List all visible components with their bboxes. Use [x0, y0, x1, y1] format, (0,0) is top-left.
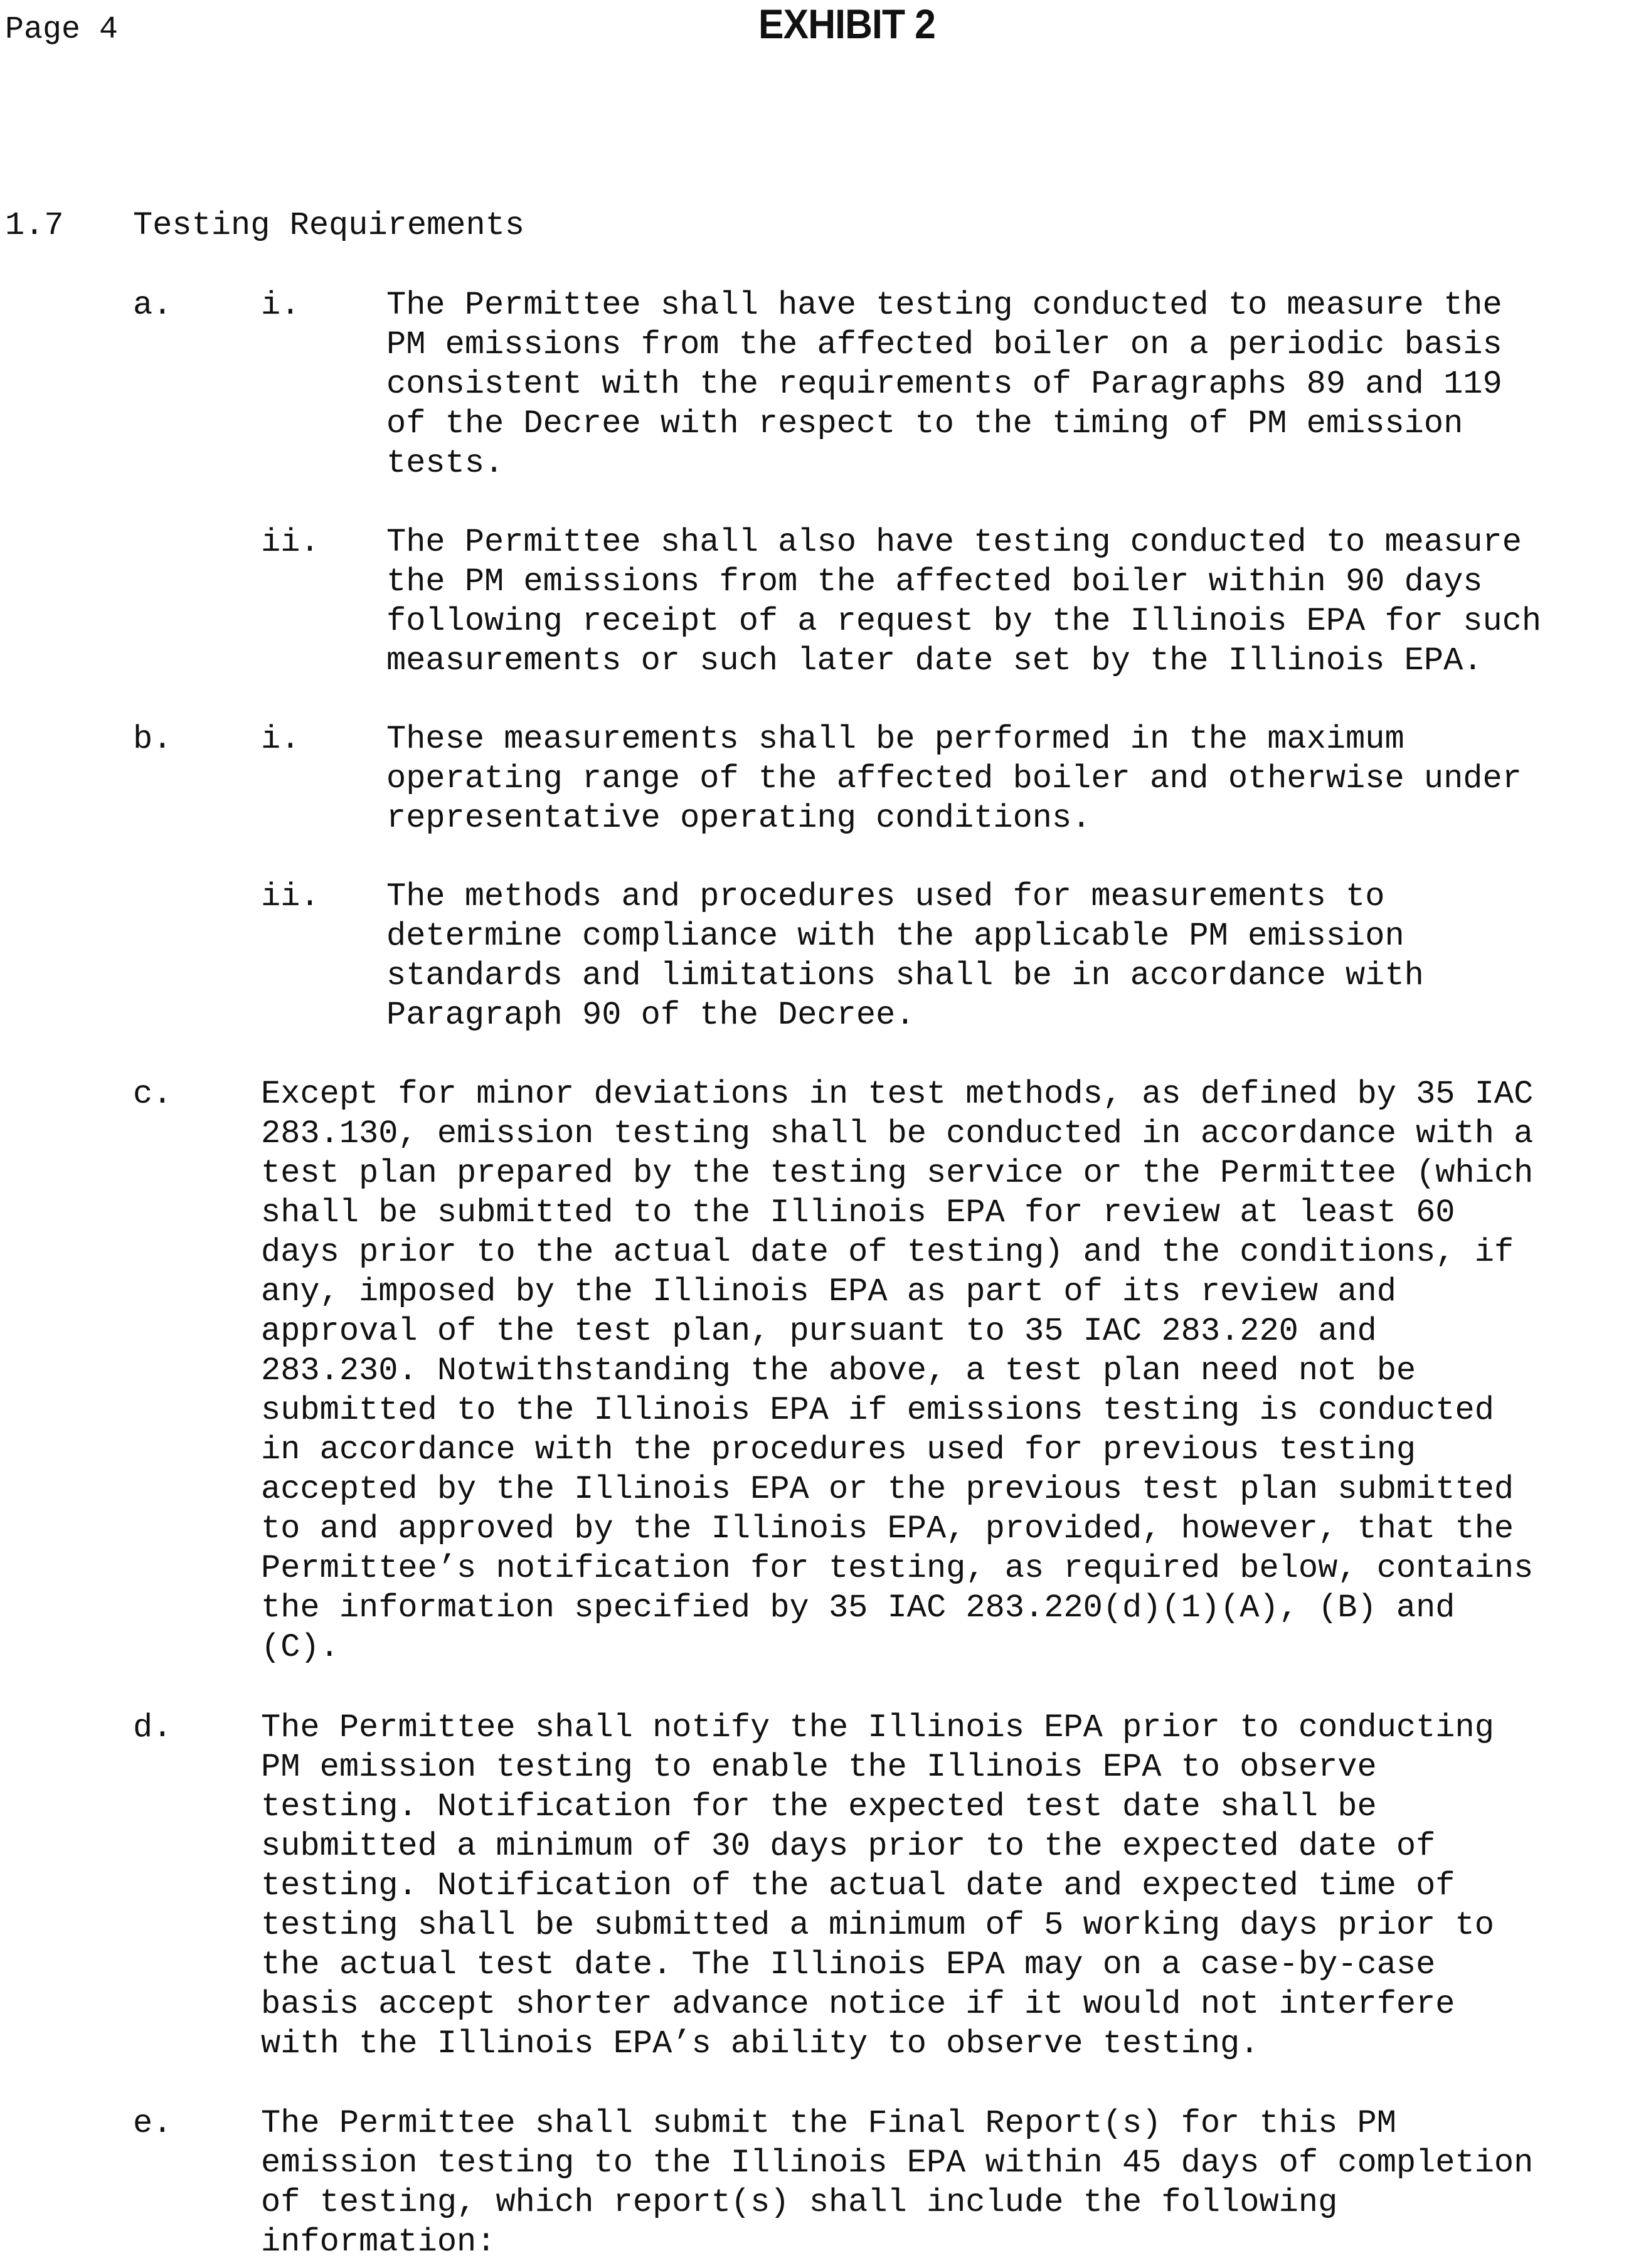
- exhibit-heading: EXHIBIT 2: [758, 1, 935, 47]
- item-c-text: Except for minor deviations in test methods, as defined by 35 IAC 283.130, emission testing shall be conducted in accordance with a test plan prepared by the testing service or the Permittee (which shall be submitted to the Illinois EPA for review at least 60 days prior to the actual date of testing) and the conditions, if any, imposed by the Illinois EPA as part of its review and approval of the test plan, pursuant to 35 IAC 283.220 and 283.230. Notwithstanding the above, a test plan need not be submitted to the Illinois EPA if emissions testing is conducted in accordance with the procedures used for previous testing accepted by the Illinois EPA or the previous test plan submitted to and approved by the Illinois EPA, provided, however, that the Permittee’s notification for testing, as required below, contains the information specified by 35 IAC 283.220(d)(1)(A), (B) and (C).: [261, 1076, 1534, 1666]
- item-b-ii-label: ii.: [261, 878, 320, 915]
- page-number: Page 4: [5, 12, 119, 48]
- item-b-ii-text: The methods and procedures used for measurements to determine compliance with the applicable PM emission standards and limitations shall be in accordance with Paragraph 90 of the Decree.: [386, 878, 1424, 1034]
- section-title: Testing Requirements: [133, 207, 525, 244]
- item-c-label: c.: [133, 1076, 173, 1113]
- item-a-ii-text: The Permittee shall also have testing conducted to measure the PM emissions from the affected boiler within 90 days following receipt of a request by the Illinois EPA for such measurements or such later date set by the Illinois EPA.: [386, 524, 1542, 679]
- item-e-text: The Permittee shall submit the Final Report(s) for this PM emission testing to the Illinois EPA within 45 days of completion of testing, which report(s) shall include the following information:: [261, 2105, 1534, 2260]
- section-number: 1.7: [5, 207, 64, 244]
- item-b-i-text: These measurements shall be performed in the maximum operating range of the affected boiler and otherwise under representative operating conditions.: [386, 721, 1522, 837]
- item-a-label: a.: [133, 287, 173, 324]
- item-e-label: e.: [133, 2105, 173, 2142]
- item-a-ii-label: ii.: [261, 524, 320, 561]
- item-a-i-label: i.: [261, 287, 300, 324]
- item-a-i-text: The Permittee shall have testing conducted to measure the PM emissions from the affected boiler on a periodic basis consistent with the requirements of Paragraphs 89 and 119 of the Decree with respect to the timing of PM emission tests.: [386, 287, 1502, 482]
- item-b-label: b.: [133, 721, 173, 758]
- item-d-text: The Permittee shall notify the Illinois EPA prior to conducting PM emission testing to enable the Illinois EPA to observe testing. Notification for the expected test date shall be submitted a minimum of 30 days prior to the expected date of testing. Notification of the actual date and expected time of testing shall be submitted a minimum of 5 working days prior to the actual test date. The Illinois EPA may on a case-by-case basis accept shorter advance notice if it would not interfere with the Illinois EPA’s ability to observe testing.: [261, 1709, 1494, 2062]
- item-d-label: d.: [133, 1709, 173, 1746]
- item-b-i-label: i.: [261, 721, 300, 758]
